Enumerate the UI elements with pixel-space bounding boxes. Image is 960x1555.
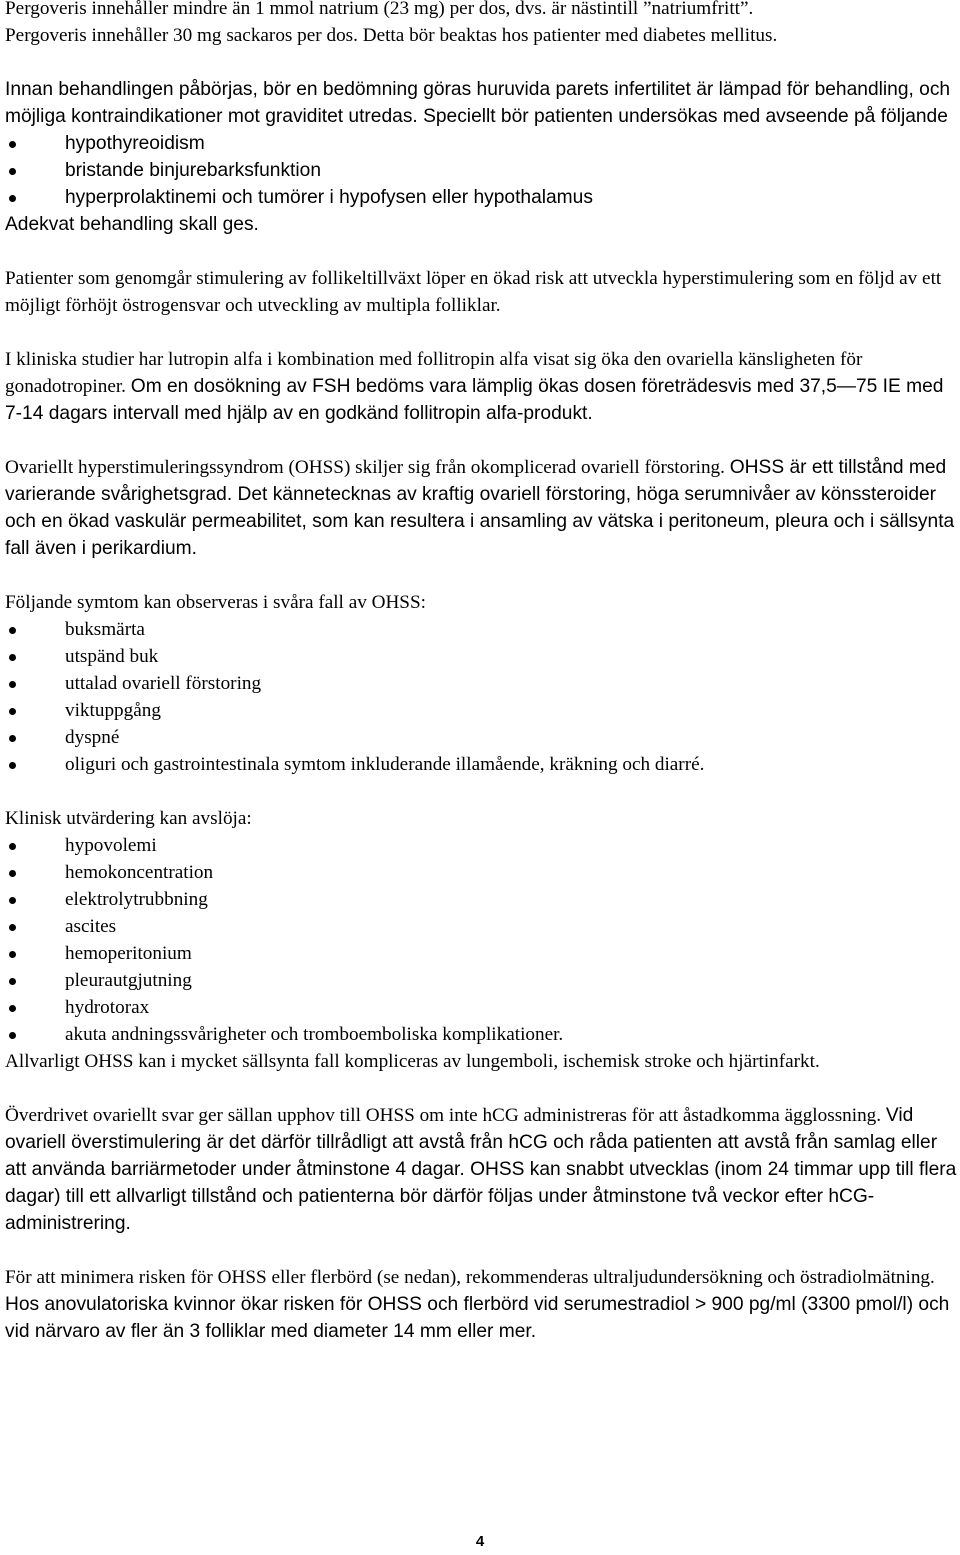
symptoms-intro: Följande symtom kan observeras i svåra fall av OHSS: — [5, 592, 426, 613]
paragraph-ohss-definition — [5, 454, 960, 562]
symptom-list — [5, 616, 960, 778]
sentence: Pergoveris innehåller mindre än 1 mmol natrium (23 mg) per dos, dvs. är nästintill ”natriumfritt”. — [5, 0, 754, 19]
page-number: 4 — [475, 1533, 485, 1550]
list-item: hyperprolaktinemi och tumörer i hypofysen eller hypothalamus — [5, 184, 960, 211]
sentence: I kliniska studier har lutropin alfa i kombination med follitropin alfa visat sig öka den ovariella känsligheten för gonadotropiner. — [5, 349, 863, 397]
paragraph-clinical-studies — [5, 346, 960, 427]
paragraph-pretreatment — [5, 76, 960, 130]
list-item: elektrolytrubbning — [5, 886, 960, 913]
sentence: Speciellt bör patienten undersökas med avseende på följande — [423, 106, 948, 127]
paragraph-hyperstimulation-risk: Patienter som genomgår stimulering av follikeltillväxt löper en ökad risk att utveckla hyperstimulering som en följd av ett möjligt förhöjt östrogensvar och utveckling av multipla folliklar. — [5, 268, 942, 316]
sentence: OHSS kan snabbt utvecklas (inom 24 timmar upp till flera dagar) till ett allvarligt tillstånd och patienterna bör därför följas under åtminstone två veckor efter hCG-administrering. — [5, 1159, 957, 1234]
list-item: viktuppgång — [5, 697, 960, 724]
list-item: hypovolemi — [5, 832, 960, 859]
clinical-evaluation-intro: Klinisk utvärdering kan avslöja: — [5, 808, 252, 829]
sentence: Ovariellt hyperstimuleringssyndrom (OHSS) skiljer sig från okomplicerad ovariell förstoring. — [5, 457, 730, 478]
sentence: Innan behandlingen påbörjas, bör en bedömning göras huruvida parets infertilitet är lämpad för behandling, och möjliga kontraindikationer mot graviditet utredas. — [5, 79, 951, 127]
paragraph-minimize-risk — [5, 1264, 960, 1345]
list-item: pleurautgjutning — [5, 967, 960, 994]
list-item: hemoperitonium — [5, 940, 960, 967]
list-item: hydrotorax — [5, 994, 960, 1021]
list-item: oliguri och gastrointestinala symtom inkluderande illamående, kräkning och diarré. — [5, 751, 960, 778]
sentence: För att minimera risken för OHSS eller flerbörd (se nedan), rekommenderas ultraljudundersökning och östradiolmätning. — [5, 1267, 935, 1288]
list-item: akuta andningssvårigheter och tromboemboliska komplikationer. — [5, 1021, 960, 1048]
clinical-findings-list — [5, 832, 960, 1048]
paragraph-sodium-sucrose — [5, 0, 960, 49]
paragraph-adequate-treatment: Adekvat behandling skall ges. — [5, 214, 259, 235]
condition-list — [5, 130, 960, 211]
document-body — [5, 0, 960, 1345]
list-item: dyspné — [5, 724, 960, 751]
paragraph-excessive-response — [5, 1102, 960, 1237]
sentence: Om en dosökning av FSH bedöms vara lämplig ökas dosen företrädesvis med 37,5—75 IE med 7-14 dagars intervall med hjälp av en godkänd follitropin alfa-produkt. — [5, 376, 944, 424]
list-item: buksmärta — [5, 616, 960, 643]
sentence: Det kännetecknas av kraftig ovariell förstoring, höga serumnivåer av könssteroider och en ökad vaskulär permeabilitet, som kan resultera i ansamling av vätska i peritoneum, pleura och i sällsynta fall även i perikardium. — [5, 484, 955, 559]
list-item: ascites — [5, 913, 960, 940]
sentence: Pergoveris innehåller 30 mg sackaros per dos. Detta bör beaktas hos patienter med diabetes mellitus. — [5, 25, 778, 46]
list-item: hemokoncentration — [5, 859, 960, 886]
list-item: utspänd buk — [5, 643, 960, 670]
sentence: OHSS är ett tillstånd med varierande svårighetsgrad. — [5, 457, 947, 505]
sentence: Hos anovulatoriska kvinnor ökar risken för OHSS och flerbörd vid serumestradiol > 900 pg/ml (3300 pmol/l) och vid närvaro av fler än 3 folliklar med diameter 14 mm eller mer. — [5, 1294, 950, 1342]
list-item: hypothyreoidism — [5, 130, 960, 157]
list-item: uttalad ovariell förstoring — [5, 670, 960, 697]
sentence: Vid ovariell överstimulering är det därför tillrådligt att avstå från hCG och råda patienten att avstå från samlag eller att använda barriärmetoder under åtminstone 4 dagar. — [5, 1105, 938, 1180]
paragraph-severe-ohss: Allvarligt OHSS kan i mycket sällsynta fall kompliceras av lungemboli, ischemisk stroke och hjärtinfarkt. — [5, 1051, 820, 1072]
sentence: Överdrivet ovariellt svar ger sällan upphov till OHSS om inte hCG administreras för att åstadkomma ägglossning. — [5, 1105, 886, 1126]
list-item: bristande binjurebarksfunktion — [5, 157, 960, 184]
